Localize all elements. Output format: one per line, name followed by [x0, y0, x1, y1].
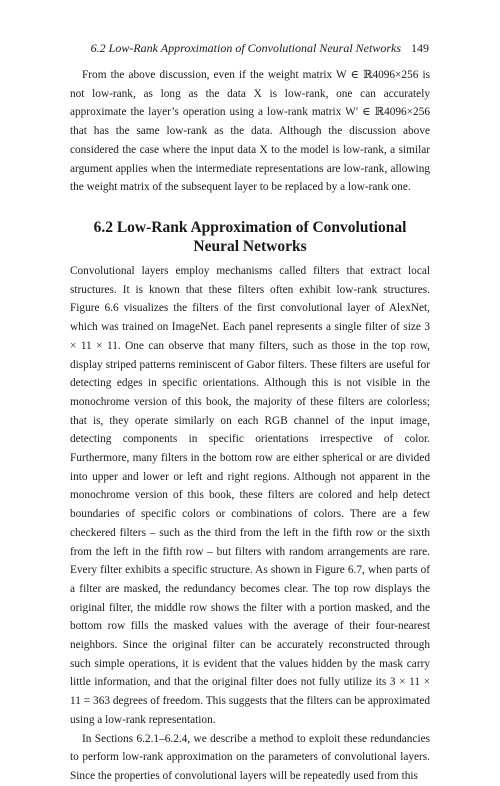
body-paragraph-2: In Sections 6.2.1–6.2.4, we describe a method to exploit these redundancies to perform low-rank approximation on the parameters of convolutional layers. Since the properties of convolutional layers will be repeatedly used from this: [70, 732, 430, 782]
running-head: [60, 41, 429, 56]
intro-paragraph: From the above discussion, even if the weight matrix W ∈ ℝ4096×256 is not low-rank, as long as the data X is low-rank, one can accurately approximate the layer’s operation using a low-rank matrix W′ ∈ ℝ4096×256 that has the same low-rank as the data. Although the discussion above considered the case where the input data X to the model is low-rank, a similar argument applies when the intermediate representations are low-rank, allowing the weight matrix of the subsequent layer to be replaced by a low-rank one.: [70, 69, 430, 194]
running-title: 6.2 Low-Rank Approximation of Convolutional Neural Networks: [90, 41, 401, 55]
section-body: [70, 262, 430, 786]
intro-block: [70, 66, 430, 197]
section-heading: 6.2 Low-Rank Approximation of Convolutional Neural Networks: [93, 219, 407, 255]
page-number: 149: [411, 41, 429, 55]
body-paragraph-1: Convolutional layers employ mechanisms called filters that extract local structures. It is known that these filters often exhibit low-rank structures. Figure 6.6 visualizes the filters of the first convolutional layer of AlexNet, which was trained on ImageNet. Each panel represents a single filter of size 3 × 11 × 11. One can observe that many filters, such as those in the top row, display striped patterns reminiscent of Gabor filters. These filters are useful for detecting edges in specific orientations. Although this is not visible in the monochrome version of this book, the majority of these filters are colorless; that is, they operate similarly on each RGB channel of the input image, detecting components in specific orientations irrespective of color. Furthermore, many filters in the bottom row are either spherical or are divided into upper and lower or left and right regions. Although not apparent in the monochrome version of this book, these filters are colored and help detect boundaries of specific colors or combinations of colors. There are a few checkered filters – such as the third from the left in the fifth row or the sixth from the left in the fifth row – but filters with random arrangements are rare. Every filter exhibits a specific structure. As shown in Figure 6.7, when parts of a filter are masked, the redundancy becomes clear. The top row displays the original filter, the middle row shows the filter with a portion masked, and the bottom row fills the masked values with the average of their four-nearest neighbors. Since the original filter can be accurately reconstructed through such simple operations, it is evident that the values hidden by the mask carry little information, and that the original filter does not fully utilize its 3 × 11 × 11 = 363 degrees of freedom. This suggests that the filters can be approximated using a low-rank representation.: [70, 265, 430, 726]
